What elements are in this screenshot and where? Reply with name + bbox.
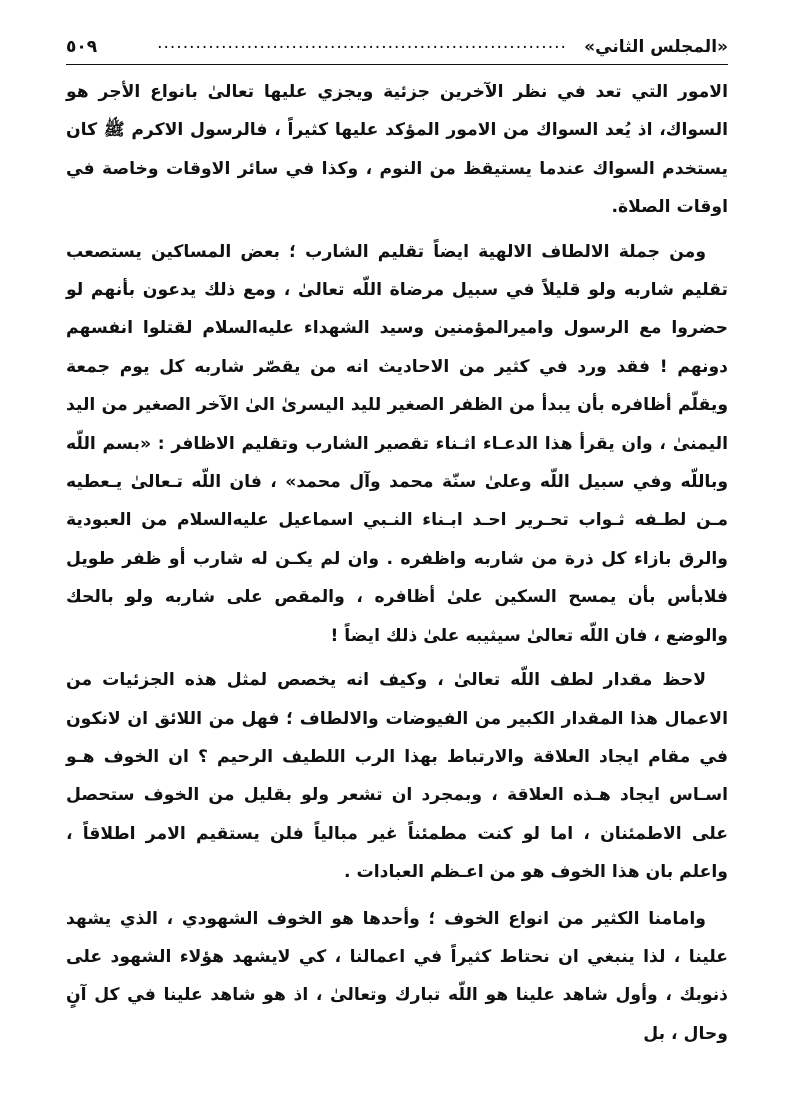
paragraph: وامامنا الكثير من انواع الخوف ؛ وأحدها هو الخوف الشهودي ، الذي يشهد علينا ، لذا ينبغي ان نحتاط كثيراً في اعمالنا ، كي لايشهد هؤلاء الشهود على ذنوبك ، وأول شاهد علينا هو اللّه تبارك وتعالىٰ ، اذ هو شاهد علينا في كل آنٍ وحال ، بل bbox=[66, 908, 728, 1044]
paragraph: الامور التي تعد في نظر الآخرين جزئية ويجزي عليها تعالىٰ بانواع الأجر هو السواك، اذ يُعد السواك من الامور المؤكد عليها كثيراً ، فالرسول الاكرم ﷺ كان يستخدم السواك عندما يستيقظ من النوم ، وكذا في سائر الاوقات وخاصة في اوقات الصلاة. bbox=[66, 82, 728, 218]
paragraph: لاحظ مقدار لطف اللّه تعالىٰ ، وكيف انه يخصص لمثل هذه الجزئيات من الاعمال هذا المقدار الكبير من الفيوضات والالطاف ؛ فهل من اللائق ان لانكون في مقام ايجاد العلاقة والارتباط بهذا الرب اللطيف الرحيم ؟ ان الخوف هـو اسـاس ايجاد هـذه العلاقة ، وبمجرد ان تشعر ولو بقليل من الخوف ستحصل على الاطمئنان ، اما لو كنت مطمئناً غير مبالياً فلن يستقيم الامر اطلاقاً ، واعلم بان هذا الخوف هو من اعـظم العبادات . bbox=[66, 670, 728, 883]
section-title: «المجلس الثاني» bbox=[584, 37, 728, 57]
page-number: ٥٠٩ bbox=[66, 37, 98, 57]
paragraph: ومن جملة الالطاف الالهية ايضاً تقليم الشارب ؛ بعض المساكين يستصعب تقليم شاربه ولو قليلاً في سبيل مرضاة اللّه تعالىٰ ، ومع ذلك يدعون بأنهم لو حضروا مع الرسول واميرالمؤمنين وسيد الشهداء عليه‌السلام لقتلوا انفسهم دونهم ! فقد ورد في كثير من الاحاديث انه من يقصّر شاربه كل يوم جمعة ويقلّم أظافره بأن يبدأ من الظفر الصغير لليد اليسرىٰ الىٰ الآخر الصغير من اليد اليمنىٰ ، وان يقرأ هذا الدعـاء اثـناء تقصير الشارب وتقليم الاظافر : «بسم اللّه وباللّه وفي سبيل اللّه وعلىٰ سنّة محمد وآل محمد» ، فان اللّه تـعالىٰ يـعطيه مـن لطـفه ثـواب تحـرير احـد ابـناء النـبي اسماعيل عليه‌السلام من العبودية والرق بازاء كل ذرة من شاربه واظفره . وان لم يكـن له شارب أو ظفر طويل فلابأس بأن يمسح السكين علىٰ أظافره ، والمقص على شاربه ولو بالحك والوضع ، فان اللّه تعالىٰ سيثيبه علىٰ ذلك ايضاً ! bbox=[66, 241, 728, 646]
body-text bbox=[66, 73, 728, 1053]
book-page bbox=[66, 30, 728, 1100]
running-header bbox=[66, 30, 728, 65]
header-dot-leader: ................................................................ bbox=[157, 33, 567, 53]
